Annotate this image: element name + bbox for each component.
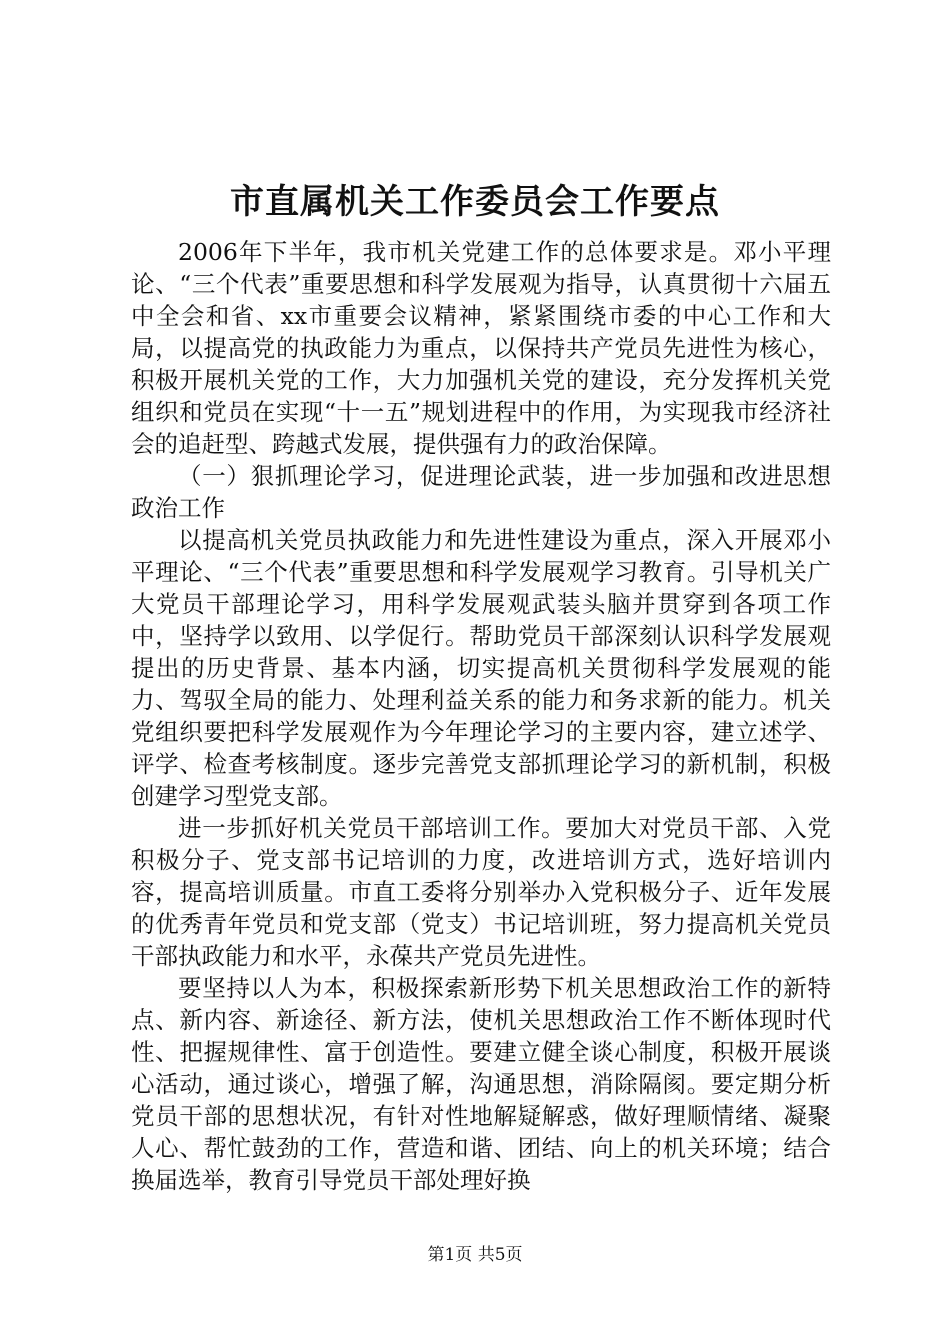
paragraph-intro: 2006年下半年，我市机关党建工作的总体要求是。邓小平理论、“三个代表”重要思想和科学发展观为指导，认真贯彻十六届五中全会和省、xx市重要会议精神，紧紧围绕市委的中心工作和大局，以提高党的执政能力为重点，以保持共产党员先进性为核心，积极开展机关党的工作，大力加强机关党的建设，充分发挥机关党组织和党员在实现“十一五”规划进程中的作用，为实现我市经济社会的追赶型、跨越式发展，提供强有力的政治保障。 [131,238,831,458]
section-heading-1: （一）狠抓理论学习，促进理论武装，进一步加强和改进思想政治工作 [131,462,831,522]
page-footer: 第1页 共5页 [427,1245,523,1265]
paragraph-theory-study: 以提高机关党员执政能力和先进性建设为重点，深入开展邓小平理论、“三个代表”重要思想和科学发展观学习教育。引导机关广大党员干部理论学习，用科学发展观武装头脑并贯穿到各项工作中，坚持学以致用、以学促行。帮助党员干部深刻认识科学发展观提出的历史背景、基本内涵，切实提高机关贯彻科学发展观的能力、驾驭全局的能力、处理利益关系的能力和务求新的能力。机关党组织要把科学发展观作为今年理论学习的主要内容，建立述学、评学、检查考核制度。逐步完善党支部抓理论学习的新机制，积极创建学习型党支部。 [131,526,831,810]
paragraph-training: 进一步抓好机关党员干部培训工作。要加大对党员干部、入党积极分子、党支部书记培训的力度，改进培训方式，选好培训内容，提高培训质量。市直工委将分别举办入党积极分子、近年发展的优秀青年党员和党支部（党支）书记培训班，努力提高机关党员干部执政能力和水平，永葆共产党员先进性。 [131,814,831,970]
paragraph-ideological-work: 要坚持以人为本，积极探索新形势下机关思想政治工作的新特点、新内容、新途径、新方法，使机关思想政治工作不断体现时代性、把握规律性、富于创造性。要建立健全谈心制度，积极开展谈心活动，通过谈心，增强了解，沟通思想，消除隔阂。要定期分析党员干部的思想状况，有针对性地解疑解惑，做好理顺情绪、凝聚人心、帮忙鼓劲的工作，营造和谐、团结、向上的机关环境；结合换届选举，教育引导党员干部处理好换 [131,974,831,1194]
document-title: 市直属机关工作委员会工作要点 [230,182,720,222]
document-body [131,236,831,1196]
